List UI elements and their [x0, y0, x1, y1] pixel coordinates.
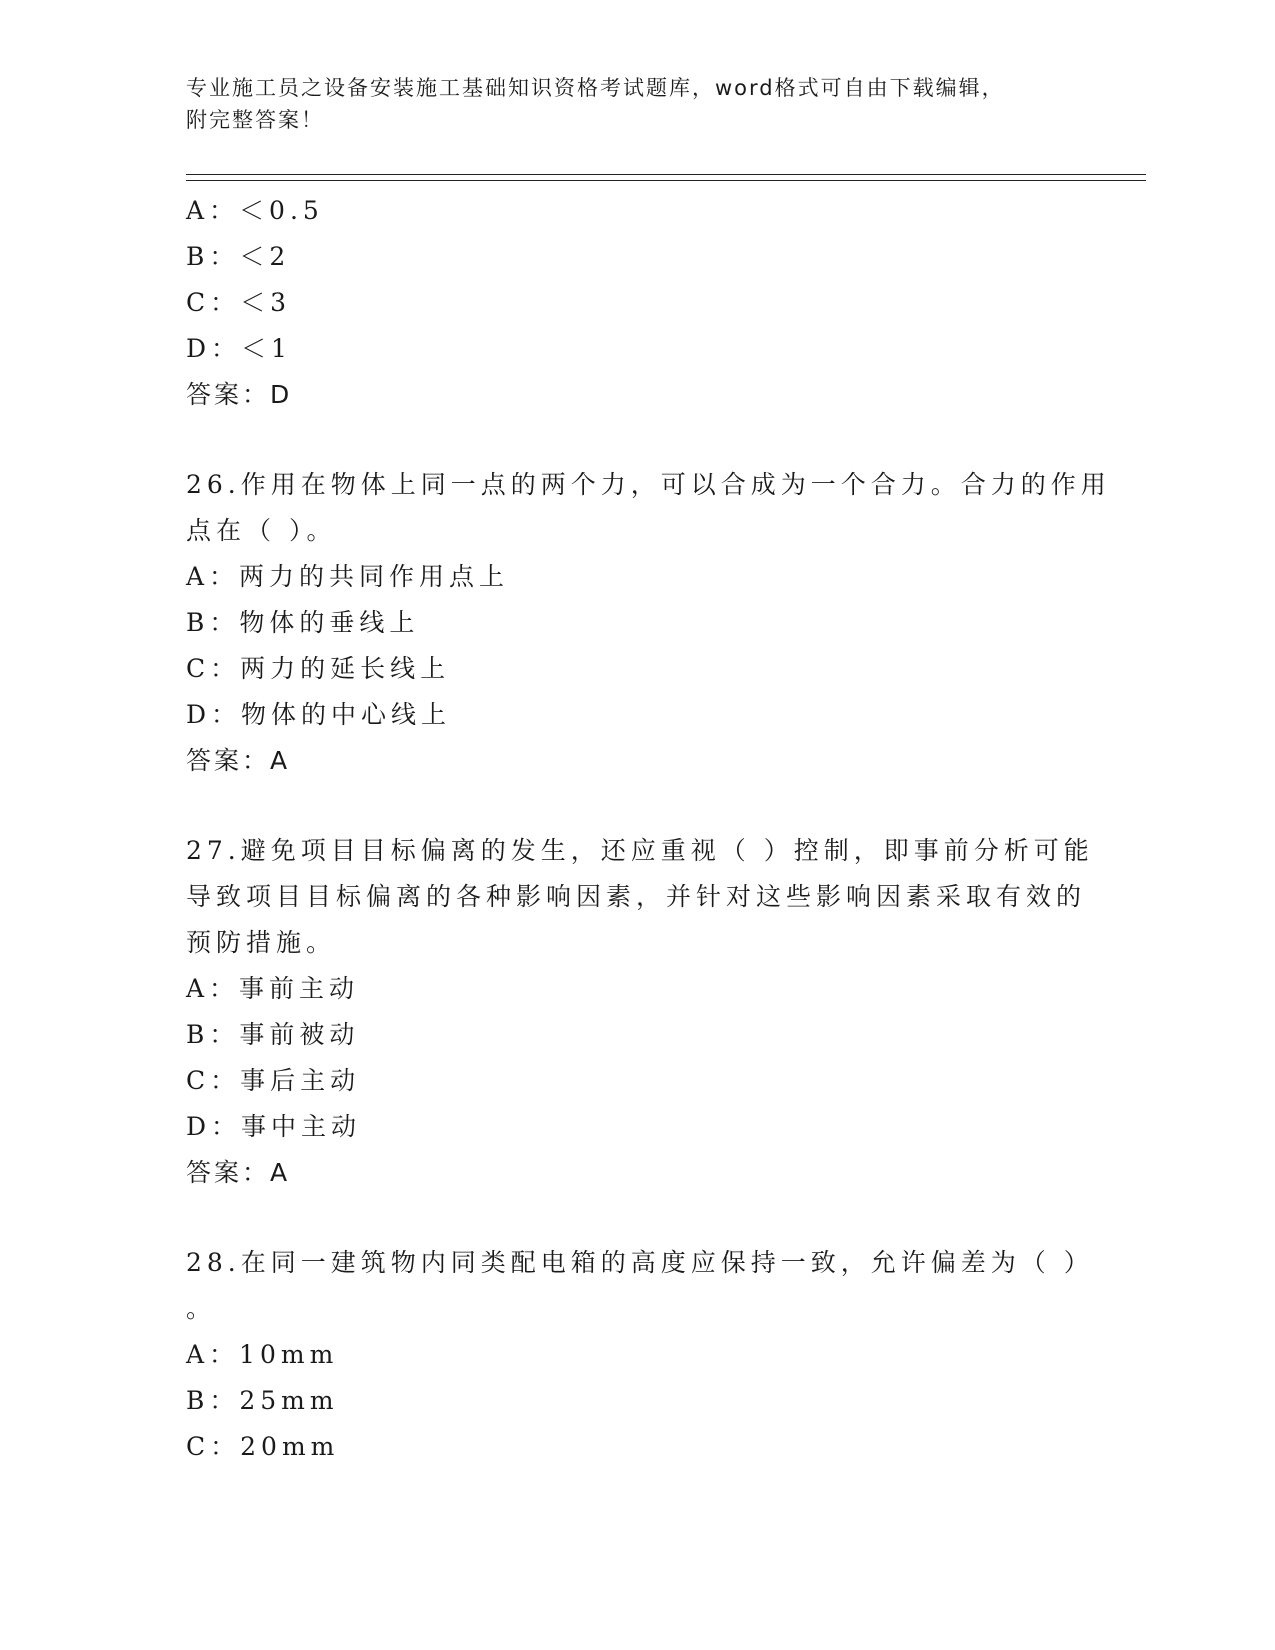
question-line: 点在（ ）。 — [186, 516, 337, 545]
question-list — [186, 188, 1111, 1470]
option-d: D：事中主动 — [186, 1112, 362, 1141]
header-line-1: 专业施工员之设备安装施工基础知识资格考试题库，word格式可自由下载编辑， — [186, 76, 1005, 100]
question-block — [186, 784, 1094, 1196]
option-c: C：两力的延长线上 — [186, 654, 451, 683]
question-line: 预防措施。 — [186, 928, 337, 957]
question-line: 26.作用在物体上同一点的两个力，可以合成为一个合力。合力的作用 — [186, 470, 1111, 499]
option-a: A：＜0.5 — [186, 196, 324, 225]
question-line: 。 — [186, 1294, 217, 1323]
option-b: B：25mm — [186, 1386, 339, 1415]
question-line: 27.避免项目目标偏离的发生，还应重视（ ）控制，即事前分析可能 — [186, 836, 1094, 865]
question-text — [186, 1240, 1094, 1332]
question-text — [186, 828, 1094, 966]
option-b: B：＜2 — [186, 242, 291, 271]
header-divider — [186, 180, 1146, 181]
block-spacer — [186, 784, 1086, 828]
question-line: 28.在同一建筑物内同类配电箱的高度应保持一致，允许偏差为（ ） — [186, 1248, 1094, 1277]
header-divider — [186, 174, 1146, 175]
block-spacer — [186, 418, 1086, 462]
document-header — [186, 72, 1086, 136]
option-a: A：两力的共同作用点上 — [186, 562, 510, 591]
option-c: C：事后主动 — [186, 1066, 361, 1095]
question-line: 导致项目目标偏离的各种影响因素，并针对这些影响因素采取有效的 — [186, 882, 1087, 911]
block-spacer — [186, 1196, 1086, 1240]
option-a: A：事前主动 — [186, 974, 360, 1003]
answer-line: 答案：D — [186, 380, 293, 409]
header-line-2: 附完整答案！ — [186, 108, 324, 132]
question-block — [186, 418, 1111, 784]
answer-line: 答案：A — [186, 746, 291, 775]
option-a: A：10mm — [186, 1340, 339, 1369]
option-d: D：＜1 — [186, 334, 292, 363]
question-block — [186, 1196, 1094, 1470]
question-text — [186, 462, 1111, 554]
option-b: B：事前被动 — [186, 1020, 360, 1049]
answer-line: 答案：A — [186, 1158, 291, 1187]
option-d: D：物体的中心线上 — [186, 700, 452, 729]
question-block — [186, 188, 1086, 418]
option-b: B：物体的垂线上 — [186, 608, 420, 637]
option-c: C：20mm — [186, 1432, 340, 1461]
option-c: C：＜3 — [186, 288, 292, 317]
